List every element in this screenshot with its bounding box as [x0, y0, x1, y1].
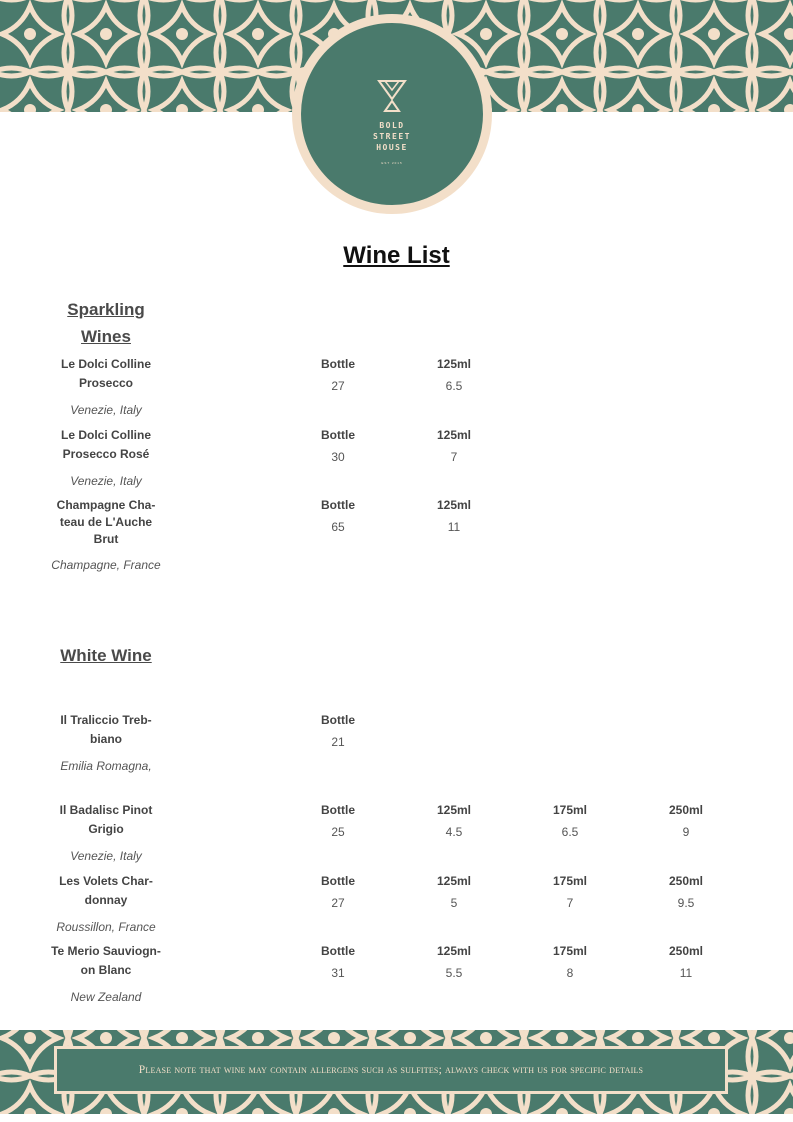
wine-name: Le Dolci Colline [60, 428, 151, 442]
logo-line-1: BOLD [379, 121, 405, 130]
price-value: 27 [331, 379, 345, 393]
section-heading-line: Wines [81, 327, 131, 346]
price-column [414, 498, 494, 534]
cocktail-glass-icon [377, 79, 407, 113]
price-value: 9 [682, 825, 690, 839]
price-value: 6.5 [561, 825, 579, 839]
price-column [298, 357, 378, 393]
allergen-notice [54, 1046, 728, 1094]
wine-name: Il Traliccio Treb- [60, 713, 152, 727]
size-label: 125ml [436, 498, 472, 512]
price-value: 11 [679, 966, 693, 980]
size-label: Bottle [321, 428, 355, 442]
size-label: Bottle [321, 713, 355, 727]
size-label: Bottle [321, 874, 355, 888]
wine-item [46, 355, 166, 420]
size-label: Bottle [321, 357, 355, 371]
wine-item [46, 426, 166, 491]
wine-item [46, 872, 166, 937]
size-label: 175ml [552, 944, 588, 958]
price-value: 6.5 [445, 379, 463, 393]
price-value: 31 [331, 966, 345, 980]
size-label: 125ml [436, 428, 472, 442]
wine-name: teau de L'Auche [59, 515, 153, 529]
price-column [298, 874, 378, 910]
wine-region: New Zealand [70, 990, 142, 1004]
logo-line-3: HOUSE [376, 143, 408, 152]
wine-item [46, 942, 166, 1007]
wine-name: biano [90, 732, 122, 746]
wine-item [46, 497, 166, 575]
wine-name: Il Badalisc Pinot [59, 803, 153, 817]
page-title: Wine List [343, 242, 450, 269]
wine-name: Te Merio Sauviogn- [51, 944, 161, 958]
logo-line-2: STREET [373, 132, 411, 141]
price-value: 4.5 [445, 825, 463, 839]
section-heading-white: White Wine [60, 646, 152, 665]
price-value: 21 [331, 735, 345, 749]
price-column [646, 874, 726, 910]
wine-region: Venezie, Italy [70, 849, 142, 863]
size-label: 125ml [436, 944, 472, 958]
wine-name: Champagne Cha- [56, 498, 156, 512]
wine-region: Champagne, France [51, 558, 161, 572]
price-column [298, 944, 378, 980]
wine-name: Le Dolci Colline [60, 357, 151, 371]
wine-name: Les Volets Char- [59, 874, 153, 888]
wine-name: Brut [93, 532, 119, 546]
price-column [298, 713, 378, 749]
price-value: 7 [566, 896, 574, 910]
size-label: 125ml [436, 357, 472, 371]
wine-name: Prosecco Rosé [62, 447, 150, 461]
wine-region: Venezie, Italy [70, 474, 142, 488]
price-value: 11 [447, 520, 461, 534]
price-column [414, 357, 494, 393]
size-label: 125ml [436, 803, 472, 817]
wine-name: Prosecco [78, 376, 134, 390]
price-value: 9.5 [677, 896, 695, 910]
price-column [530, 874, 610, 910]
wine-item [46, 801, 166, 866]
size-label: 250ml [668, 803, 704, 817]
price-column [414, 428, 494, 464]
wine-region: Emilia Romagna, [60, 759, 152, 773]
allergen-notice-text: Please note that wine may contain allergens such as sulfites; always check with us for specific details [138, 1064, 644, 1076]
wine-item [46, 711, 166, 776]
section-heading-line: Sparkling [67, 300, 145, 319]
price-column [298, 428, 378, 464]
price-value: 25 [331, 825, 345, 839]
size-label: Bottle [321, 498, 355, 512]
price-column [414, 944, 494, 980]
price-value: 7 [450, 450, 458, 464]
size-label: Bottle [321, 803, 355, 817]
price-column [298, 498, 378, 534]
price-value: 27 [331, 896, 345, 910]
size-label: 250ml [668, 874, 704, 888]
price-column [530, 803, 610, 839]
price-value: 8 [566, 966, 574, 980]
size-label: 175ml [552, 803, 588, 817]
section-heading-sparkling [46, 296, 166, 350]
wine-name: donnay [84, 893, 128, 907]
price-column [530, 944, 610, 980]
wine-name: Grigio [88, 822, 124, 836]
logo-est: EST 2015 [381, 161, 403, 165]
price-value: 5 [450, 896, 458, 910]
wine-name: on Blanc [80, 963, 132, 977]
size-label: 250ml [668, 944, 704, 958]
size-label: 175ml [552, 874, 588, 888]
price-value: 5.5 [445, 966, 463, 980]
price-value: 65 [331, 520, 345, 534]
price-column [298, 803, 378, 839]
wine-region: Venezie, Italy [70, 403, 142, 417]
wine-region: Roussillon, France [56, 920, 156, 934]
price-value: 30 [331, 450, 345, 464]
size-label: 125ml [436, 874, 472, 888]
price-column [414, 803, 494, 839]
price-column [414, 874, 494, 910]
price-column [646, 803, 726, 839]
logo-badge [292, 14, 492, 214]
size-label: Bottle [321, 944, 355, 958]
price-column [646, 944, 726, 980]
